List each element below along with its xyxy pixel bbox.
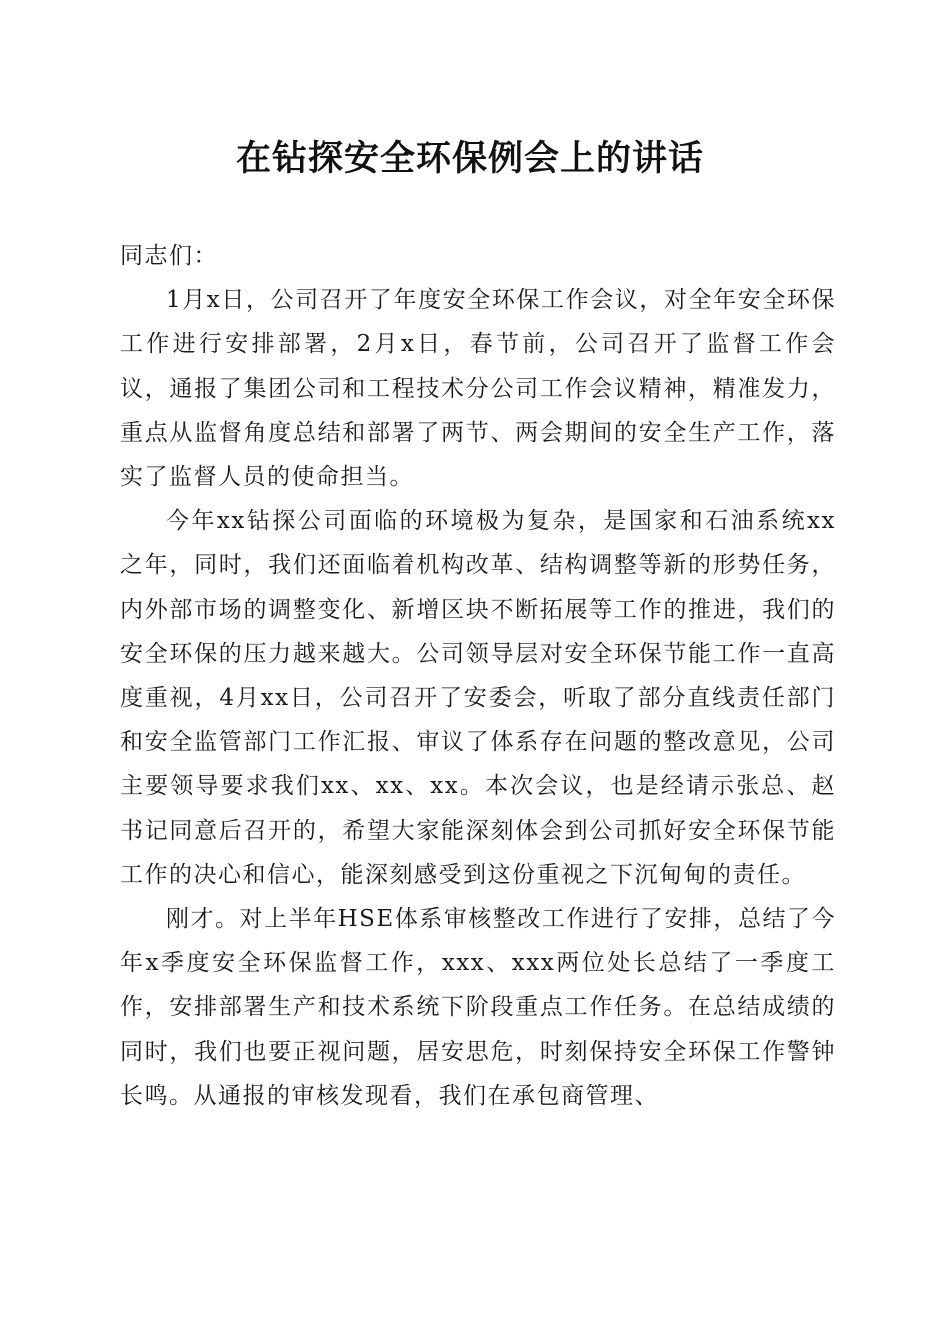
document-title: 在钻探安全环保例会上的讲话	[235, 138, 704, 179]
document-body	[120, 234, 836, 1118]
paragraph-1: 1月x日，公司召开了年度安全环保工作会议，对全年安全环保工作进行安排部署，2月x日，春节前，公司召开了监督工作会议，通报了集团公司和工程技术分公司工作会议精神，精准发力，重点从监督角度总结和部署了两节、两会期间的安全生产工作，落实了监督人员的使命担当。	[120, 287, 836, 491]
paragraph-2: 今年xx钻探公司面临的环境极为复杂，是国家和石油系统xx之年，同时，我们还面临着机构改革、结构调整等新的形势任务，内外部市场的调整变化、新增区块不断拓展等工作的推进，我们的安全环保的压力越来越大。公司领导层对安全环保节能工作一直高度重视，4月xx日，公司召开了安委会，听取了部分直线责任部门和安全监管部门工作汇报、审议了体系存在问题的整改意见，公司主要领导要求我们xx、xx、xx。本次会议，也是经请示张总、赵书记同意后召开的，希望大家能深刻体会到公司抓好安全环保节能工作的决心和信心，能深刻感受到这份重视之下沉甸甸的责任。	[120, 508, 836, 888]
paragraph-3: 刚才。对上半年HSE体系审核整改工作进行了安排，总结了今年x季度安全环保监督工作，xxx、xxx两位处长总结了一季度工作，安排部署生产和技术系统下阶段重点工作任务。在总结成绩的同时，我们也要正视问题，居安思危，时刻保持安全环保工作警钟长鸣。从通报的审核发现看，我们在承包商管理、	[120, 906, 836, 1109]
salutation: 同志们：	[120, 243, 218, 269]
